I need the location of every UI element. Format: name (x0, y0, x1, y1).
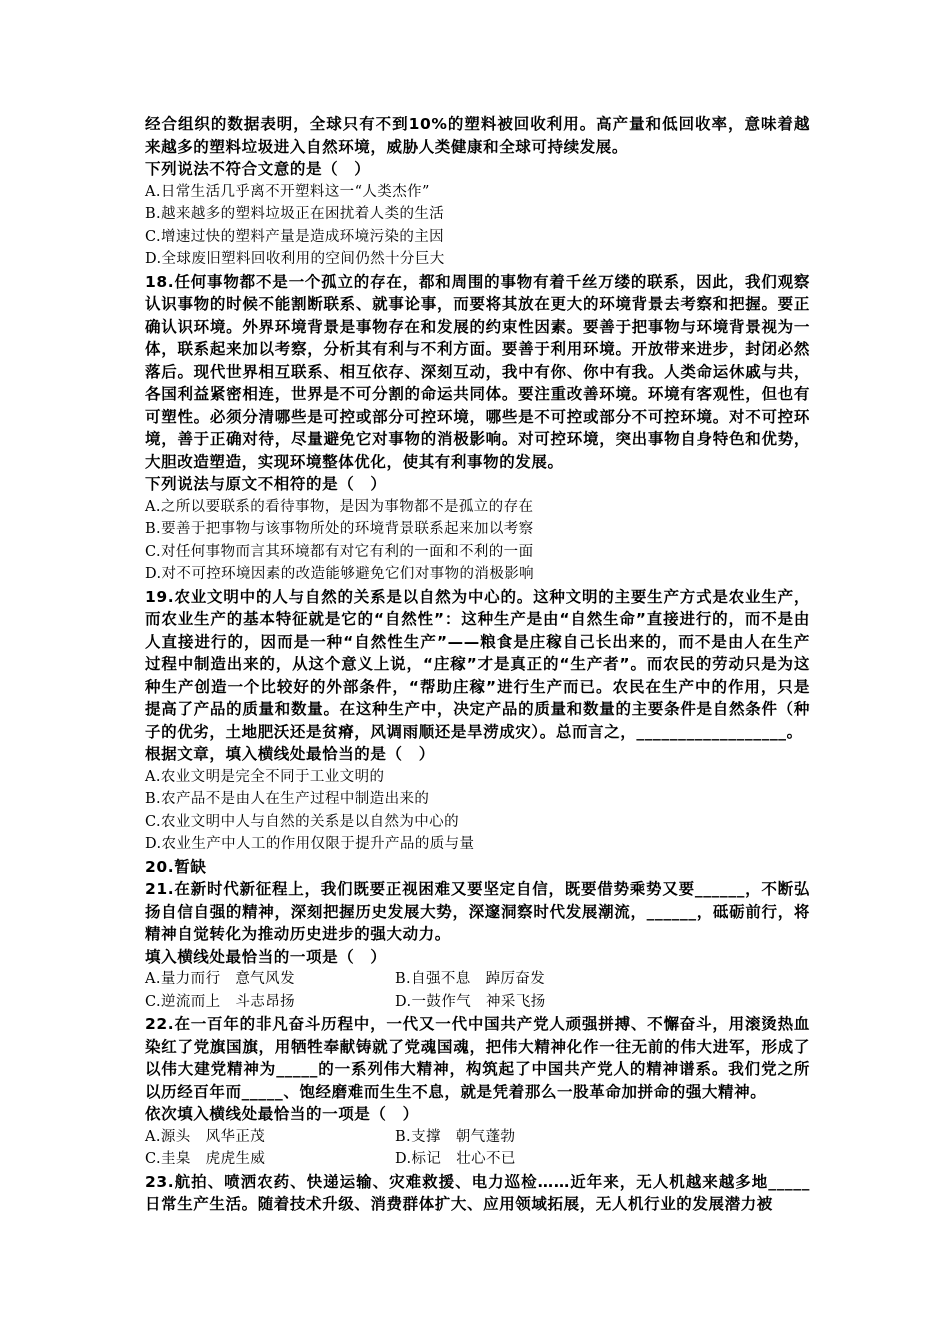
q22-option-b: B.支撑 朝气蓬勃 (395, 1128, 516, 1145)
intro-option-c: C.增速过快的塑料产量是造成环境污染的主因 (145, 228, 445, 245)
q19-passage: 19.农业文明中的人与自然的关系是以自然为中心的。这种文明的主要生产方式是农业生产，而农业生产的基本特征就是它的“自然性”：这种生产是由“自然生命”直接进行的，而不是由人直接进行的，因而是一种“自然性生产”——粮食是庄稼自己长出来的，而不是由人在生产过程中制造出来的，从这个意义上说，“庄稼”才是真正的“生产者”。而农民的劳动只是为这种生产创造一个比较好的外部条件，“帮助庄稼”进行生产而已。农民在生产中的作用，只是提高了产品的质量和数量。在这种生产中，决定产品的质量和数量的主要条件是自然条件（种子的优劣，土地肥沃还是贫瘠，风调雨顺还是旱涝成灾）。总而言之，__________________。 (145, 587, 810, 741)
q22-passage: 22.在一百年的非凡奋斗历程中，一代又一代中国共产党人顽强拼搏、不懈奋斗，用滚烫热血染红了党旗国旗，用牺牲奉献铸就了党魂国魂，把伟大精神化作一往无前的伟大进军，形成了以伟大建党精神为_____的一系列伟大精神，构筑起了中国共产党人的精神谱系。我们党之所以历经百年而_____、饱经磨难而生生不息，就是凭着那么一股革命加拼命的强大精神。 (145, 1015, 810, 1101)
q19-option-b: B.农产品不是由人在生产过程中制造出来的 (145, 791, 430, 807)
q18-passage: 18.任何事物都不是一个孤立的存在，都和周围的事物有着千丝万缕的联系，因此，我们观察认识事物的时候不能割断联系、就事论事，而要将其放在更大的环境背景去考察和把握。要正确认识环境。外界环境背景是事物存在和发展的约束性因素。要善于把事物与环境背景视为一体，联系起来加以考察，分析其有利与不利方面。要善于利用环境。开放带来进步，封闭必然落后。现代世界相互联系、相互依存、深刻互动，我中有你、你中有我。人类命运休戚与共，各国利益紧密相连，世界是不可分割的命运共同体。要注重改善环境。环境有客观性，但也有可塑性。必须分清哪些是可控或部分可控环境，哪些是不可控或部分不可控环境。对不可控环境，善于正确对待，尽量避免它对事物的消极影响。对可控环境，突出事物自身特色和优势，大胆改造塑造，实现环境整体优化，使其有利事物的发展。 (145, 272, 810, 471)
intro-option-a: A.日常生活几乎离不开塑料这一“人类杰作” (145, 183, 430, 200)
q21-option-b: B.自强不息 踔厉奋发 (395, 971, 546, 987)
q22-options-row-1 (145, 1126, 810, 1149)
intro-passage: 经合组织的数据表明，全球只有不到10%的塑料被回收利用。高产量和低回收率，意味着越来越多的塑料垃圾进入自然环境，威胁人类健康和全球可持续发展。 (145, 115, 810, 156)
q21-option-c: C.逆流而上 斗志昂扬 (145, 993, 296, 1010)
q22-option-d: D.标记 壮心不已 (395, 1151, 516, 1167)
intro-option-b: B.越来越多的塑料垃圾正在困扰着人类的生活 (145, 206, 445, 222)
q19-question: 根据文章，填入横线处最恰当的是（ ） (145, 745, 435, 763)
q23-passage: 23.航拍、喷洒农药、快递运输、灾难救援、电力巡检……近年来，无人机越来越多地_____日常生产生活。随着技术升级、消费群体扩大、应用领域拓展，无人机行业的发展潜力被 (145, 1172, 810, 1213)
q19-option-a: A.农业文明是完全不同于工业文明的 (145, 768, 385, 785)
q18-option-b: B.要善于把事物与该事物所处的环境背景联系起来加以考察 (145, 521, 534, 537)
q20-passage: 20.暂缺 (145, 857, 207, 876)
q21-passage: 21.在新时代新征程上，我们既要正视困难又要坚定自信，既要借势乘势又要______，不断弘扬自信自强的精神，深刻把握历史发展大势，深邃洞察时代发展潮流，______，砥砺前行，将精神自觉转化为推动历史进步的强大动力。 (145, 880, 810, 943)
q22-options-row-2 (145, 1148, 810, 1171)
q18-option-c: C.对任何事物而言其环境都有对它有利的一面和不利的一面 (145, 543, 534, 560)
q21-question: 填入横线处最恰当的一项是（ ） (145, 947, 387, 966)
q19-option-d: D.农业生产中人工的作用仅限于提升产品的质与量 (145, 836, 475, 852)
q21-option-a: A.量力而行 意气风发 (145, 971, 295, 987)
q18-option-a: A.之所以要联系的看待事物，是因为事物都不是孤立的存在 (145, 498, 534, 515)
q21-options-row-2 (145, 991, 810, 1014)
q21-options-row-1 (145, 968, 810, 991)
q22-option-a: A.源头 风华正茂 (145, 1128, 266, 1145)
q19-option-c: C.农业文明中人与自然的关系是以自然为中心的 (145, 813, 459, 830)
intro-option-d: D.全球废旧塑料回收利用的空间仍然十分巨大 (145, 251, 445, 267)
q21-option-d: D.一鼓作气 神采飞扬 (395, 993, 546, 1010)
q18-option-d: D.对不可控环境因素的改造能够避免它们对事物的消极影响 (145, 566, 535, 582)
intro-question: 下列说法不符合文意的是（ ） (145, 160, 371, 178)
q22-question: 依次填入横线处最恰当的一项是（ ） (145, 1105, 419, 1123)
q22-option-c: C.圭臬 虎虎生威 (145, 1151, 266, 1167)
q18-question: 下列说法与原文不相符的是（ ） (145, 475, 387, 493)
